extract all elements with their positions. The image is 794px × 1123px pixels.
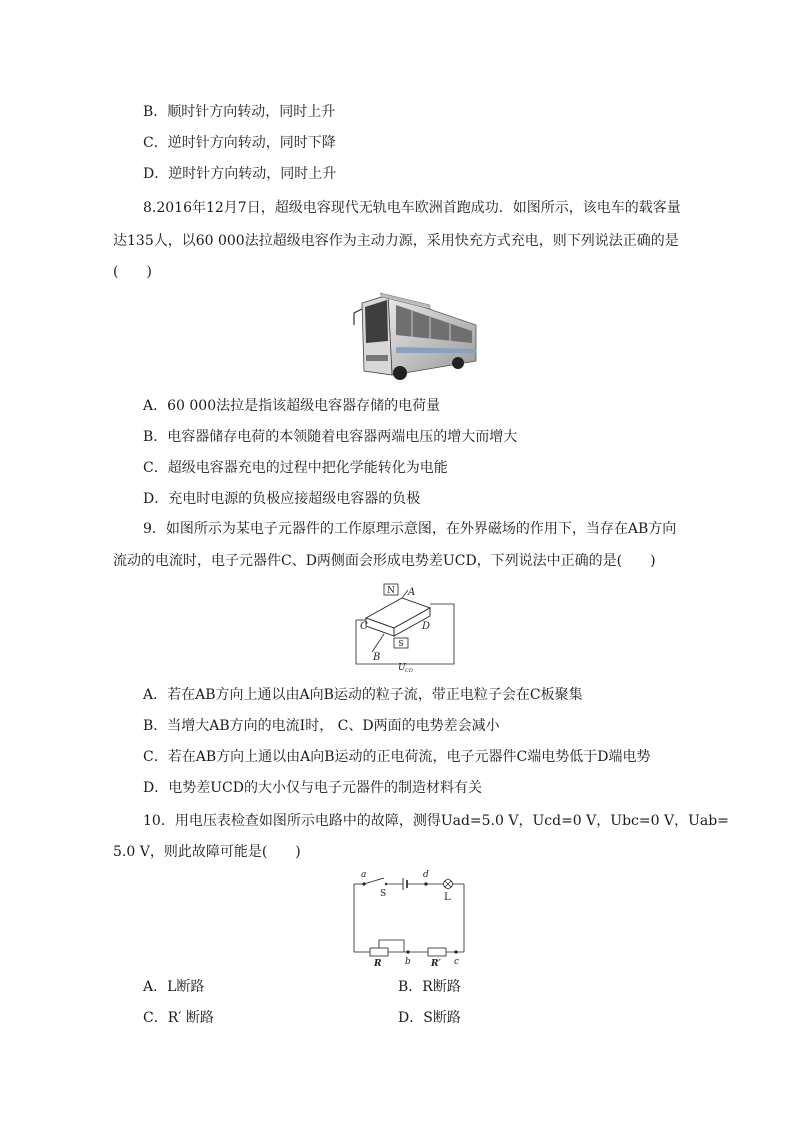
q9-option-a: A．若在AB方向上通以由A向B运动的粒子流，带正电粒子会在C板聚集 [143,687,583,703]
label-u: U [398,663,406,672]
q8-option-c: C．超级电容器充电的过程中把化学能转化为电能 [143,460,448,476]
q8-option-d: D．充电时电源的负极应接超级电容器的负极 [143,491,421,507]
label-d: D [422,621,431,632]
hall-element-diagram [350,580,460,672]
label-l: L [444,892,451,903]
q10-option-a: A．L断路 [143,979,205,995]
q10-option-d: D．S断路 [398,1010,461,1026]
label-r: R [374,959,382,968]
q8-stem-line2: 达135人，以60 000法拉超级电容作为主动力源，采用快充方式充电，则下列说法正确的是 [113,233,679,249]
q8-option-b: B．电容器储存电荷的本领随着电容器两端电压的增大而增大 [143,429,518,445]
label-c: C [360,621,368,632]
q9-stem-line1: 9．如图所示为某电子元器件的工作原理示意图，在外界磁场的作用下，当存在AB方向 [143,521,677,537]
label-s: S [380,889,387,899]
q7-option-d: D．逆时针方向转动，同时上升 [143,166,337,182]
q9-stem-line2: 流动的电流时，电子元器件C、D两侧面会形成电势差UCD，下列说法中正确的是( ) [113,553,656,569]
label-c: c [454,957,460,967]
q10-stem-line2: 5.0 V，则此故障可能是( ) [113,844,301,860]
q10-option-c: C．R′ 断路 [143,1010,214,1026]
q9-option-c: C．若在AB方向上通以由A向B运动的正电荷流，电子元器件C端电势低于D端电势 [143,749,651,765]
label-d: d [423,870,429,880]
label-n: N [387,586,395,596]
q9-option-d: D．电势差UCD的大小仅与电子元器件的制造材料有关 [143,780,482,796]
q8-option-a: A．60 000法拉是指该超级电容器存储的电荷量 [143,398,441,414]
q10-option-b: B．R断路 [398,979,461,995]
label-b: B [373,652,381,663]
q8-stem-line1: 8.2016年12月7日，超级电容现代无轨电车欧洲首跑成功．如图所示，该电车的载客量 [143,200,681,216]
q9-option-b: B．当增大AB方向的电流I时， C、D两面的电势差会减小 [143,718,500,734]
label-s: S [398,639,404,648]
label-b: b [405,957,411,967]
q10-stem-line1: 10．用电压表检查如图所示电路中的故障，测得Uad=5.0 V，Ucd=0 V，Ubc=0 V，Uab= [143,813,729,829]
bus-photo [340,283,480,383]
fault-circuit-diagram [348,866,472,968]
label-r-prime: R′ [431,959,441,968]
label-a: A [408,587,416,598]
label-u-sub: CD [405,668,413,672]
q8-stem-line3: ( ) [113,264,152,280]
label-a: a [361,870,367,880]
q7-option-b: B．顺时针方向转动，同时上升 [143,104,336,120]
q7-option-c: C．逆时针方向转动，同时下降 [143,135,336,151]
